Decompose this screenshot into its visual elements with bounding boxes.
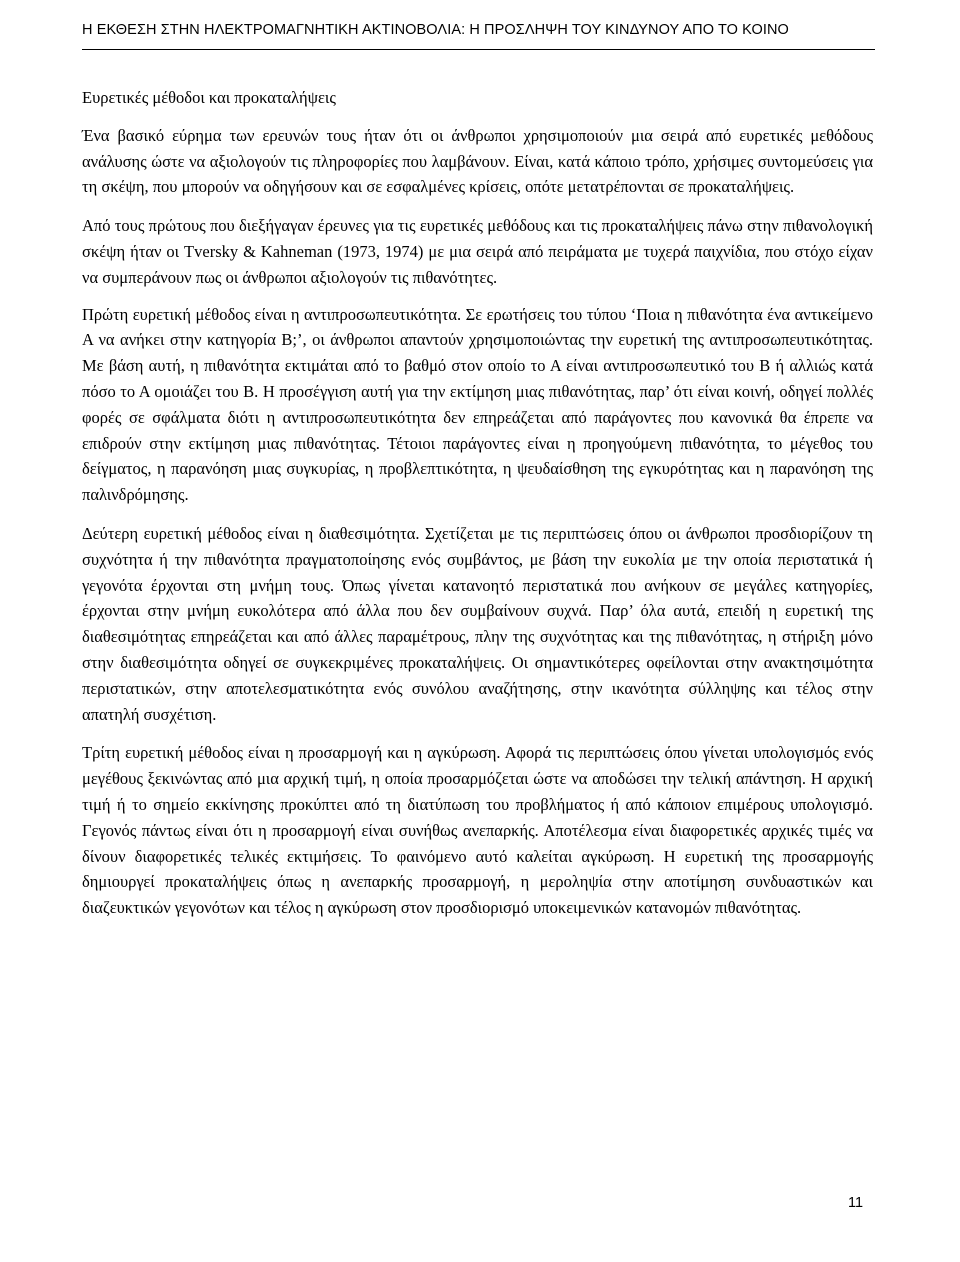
paragraph-representativeness: Πρώτη ευρετική μέθοδος είναι η αντιπροσωπευτικότητα. Σε ερωτήσεις του τύπου ‘Ποια η πιθανότητα ένα αντικείμενο Α να ανήκει στην κατηγορία Β;’, οι άνθρωποι απαντούν χρησιμοποιώντας την ευρετική της αντιπροσωπευτικότητας. Με βάση αυτή, η πιθανότητα εκτιμάται από το βαθμό στον οποίο το Α είναι αντιπροσωπευτικό του Β ή αλλιώς κατά πόσο το Α ομοιάζει του Β. Η προσέγγιση αυτή για την εκτίμηση μιας πιθανότητας, παρ’ ότι είναι κοινή, οδηγεί πολλές φορές σε σφάλματα διότι η αντιπροσωπευτικότητα δεν επηρεάζεται από παράγοντες που κανονικά θα έπρεπε να επιδρούν στην εκτίμηση μιας πιθανότητας. Τέτοιοι παράγοντες είναι η προηγούμενη πιθανότητα, το μέγεθος του δείγματος, η παρανόηση μιας συγκυρίας, η προβλεπτικότητα, η ψευδαίσθηση της εγκυρότητας και η παρανόηση της παλινδρόμησης. xyxy=(82,304,873,505)
page-body xyxy=(82,85,873,934)
page-number: 11 xyxy=(848,1195,864,1211)
running-header: Η ΕΚΘΕΣΗ ΣΤΗΝ ΗΛΕΚΤΡΟΜΑΓΝΗΤΙΚΗ ΑΚΤΙΝΟΒΟΛΙΑ: Η ΠΡΟΣΛΗΨΗ ΤΟΥ ΚΙΝΔΥΝΟΥ ΑΠΟ ΤΟ ΚΟΙΝΟ xyxy=(82,22,789,38)
paragraph-intro: Ένα βασικό εύρημα των ερευνών τους ήταν ότι οι άνθρωποι χρησιμοποιούν μια σειρά από ευρετικές μεθόδους ανάλυσης ώστε να αξιολογούν τις πληροφορίες που λαμβάνουν. Είναι, κατά κάποιο τρόπο, χρήσιμες συντομεύσεις για τη σκέψη, που μπορούν να οδηγήσουν και σε εσφαλμένες κρίσεις, οπότε μετατρέπονται σε προκαταλήψεις. xyxy=(82,125,873,197)
header-rule xyxy=(82,49,875,50)
paragraph-availability: Δεύτερη ευρετική μέθοδος είναι η διαθεσιμότητα. Σχετίζεται με τις περιπτώσεις όπου οι άνθρωποι προσδιορίζουν τη συχνότητα ή την πιθανότητα πραγματοποίησης ενός συμβάντος, με βάση την ευκολία με την οποία περιστατικά ή γεγονότα έρχονται στη μνήμη τους. Όπως γίνεται κατανοητό περιστατικά που ανήκουν σε μεγάλες κατηγορίες, έρχονται στην μνήμη ευκολότερα από άλλα που δεν συμβαίνουν συχνά. Παρ’ όλα αυτά, επειδή η ευρετική της διαθεσιμότητας επηρεάζεται και από άλλες παραμέτρους, πλην της συχνότητας και της πιθανότητας, η στήριξη μόνο στην διαθεσιμότητα οδηγεί σε συγκεκριμένες προκαταλήψεις. Οι σημαντικότερες οφείλονται στην ανακτησιμότητα περιστατικών, στην αποτελεσματικότητα ενός συνόλου αναζήτησης, στην ικανότητα σύλληψης και τέλος στην απατηλή συσχέτιση. xyxy=(82,523,873,724)
paragraph-anchoring: Τρίτη ευρετική μέθοδος είναι η προσαρμογή και η αγκύρωση. Αφορά τις περιπτώσεις όπου γίνεται υπολογισμός ενός μεγέθους ξεκινώντας από μια αρχική τιμή, η οποία προσαρμόζεται ώστε να αποδώσει την τελική απάντηση. Η αρχική τιμή ή το σημείο εκκίνησης προκύπτει από τη διατύπωση του προβλήματος ή από κάποιον επιμέρους υπολογισμό. Γεγονός πάντως είναι ότι η προσαρμογή είναι συνήθως ανεπαρκής. Αποτέλεσμα είναι διαφορετικές αρχικές τιμές να δίνουν διαφορετικές τελικές εκτιμήσεις. Το φαινόμενο αυτό καλείται αγκύρωση. Η ευρετική της προσαρμογής δημιουργεί προκαταλήψεις όπως η ανεπαρκής προσαρμογή, η μεροληψία στην αποτίμηση συνδυαστικών και διαζευκτικών γεγονότων και τέλος η αγκύρωση στον προσδιορισμό υποκειμενικών κατανομών πιθανότητας. xyxy=(82,743,873,918)
section-title: Ευρετικές μέθοδοι και προκαταλήψεις xyxy=(82,88,336,107)
paragraph-tversky-kahneman: Από τους πρώτους που διεξήγαγαν έρευνες για τις ευρετικές μεθόδους και τις προκαταλήψεις πάνω στην πιθανολογική σκέψη ήταν οι Tversky & Kahneman (1973, 1974) με μια σειρά από πειράματα με τυχερά παιχνίδια, που στόχο είχαν να συμπεράνουν πως οι άνθρωποι αξιολογούν τις πιθανότητες. xyxy=(82,216,873,287)
